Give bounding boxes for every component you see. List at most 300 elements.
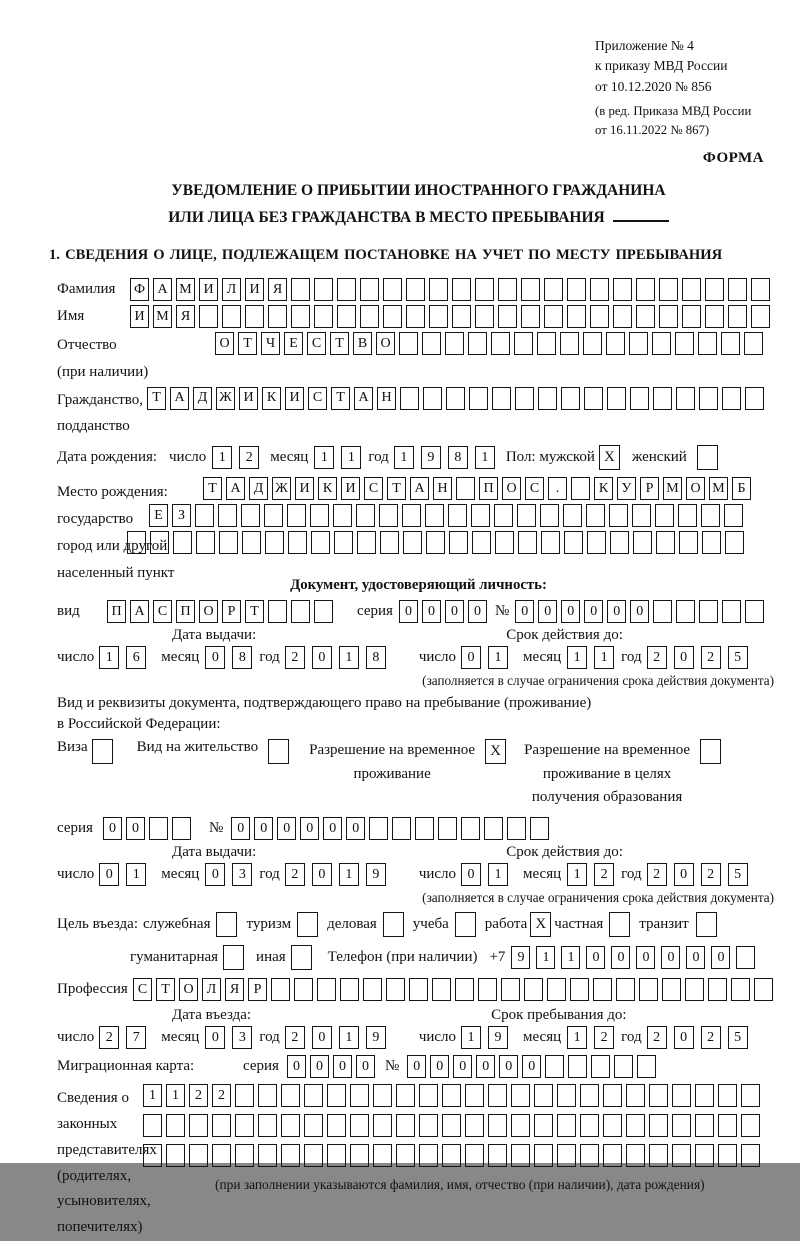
purpose-humanitarian-checkbox[interactable] bbox=[223, 945, 244, 970]
purpose-work-checkbox[interactable]: X bbox=[530, 912, 551, 937]
char-cell[interactable]: Т bbox=[203, 477, 222, 500]
char-cell[interactable]: 0 bbox=[607, 600, 626, 623]
char-cell[interactable]: О bbox=[179, 978, 198, 1001]
char-cell[interactable]: 2 bbox=[701, 1026, 721, 1049]
char-cell[interactable]: М bbox=[663, 477, 682, 500]
char-cell[interactable] bbox=[456, 477, 475, 500]
char-cell[interactable]: Т bbox=[330, 332, 349, 355]
char-cell[interactable] bbox=[718, 1084, 737, 1107]
char-cell[interactable] bbox=[676, 600, 695, 623]
char-cell[interactable] bbox=[288, 531, 307, 554]
char-cell[interactable] bbox=[222, 305, 241, 328]
char-cell[interactable] bbox=[653, 600, 672, 623]
char-cell[interactable]: 1 bbox=[488, 863, 508, 886]
residence-permit-checkbox[interactable] bbox=[268, 739, 289, 764]
char-cell[interactable]: 0 bbox=[461, 863, 481, 886]
char-cell[interactable] bbox=[258, 1144, 277, 1167]
char-cell[interactable]: И bbox=[245, 278, 264, 301]
char-cell[interactable]: 0 bbox=[686, 946, 705, 969]
char-cell[interactable] bbox=[676, 387, 695, 410]
char-cell[interactable] bbox=[304, 1144, 323, 1167]
char-cell[interactable]: 1 bbox=[594, 646, 614, 669]
char-cell[interactable]: 0 bbox=[584, 600, 603, 623]
char-cell[interactable]: 0 bbox=[711, 946, 730, 969]
char-cell[interactable]: 0 bbox=[661, 946, 680, 969]
char-cell[interactable] bbox=[498, 278, 517, 301]
sex-female-checkbox[interactable] bbox=[697, 445, 718, 470]
char-cell[interactable] bbox=[488, 1144, 507, 1167]
char-cell[interactable] bbox=[406, 278, 425, 301]
char-cell[interactable]: 0 bbox=[611, 946, 630, 969]
char-cell[interactable]: М bbox=[153, 305, 172, 328]
char-cell[interactable]: 1 bbox=[143, 1084, 162, 1107]
char-cell[interactable] bbox=[465, 1114, 484, 1137]
temp-residence-edu-checkbox[interactable] bbox=[700, 739, 721, 764]
char-cell[interactable]: Ж bbox=[272, 477, 291, 500]
char-cell[interactable]: А bbox=[226, 477, 245, 500]
char-cell[interactable]: 0 bbox=[312, 1026, 332, 1049]
char-cell[interactable] bbox=[245, 305, 264, 328]
char-cell[interactable] bbox=[586, 504, 605, 527]
char-cell[interactable] bbox=[557, 1144, 576, 1167]
char-cell[interactable] bbox=[613, 278, 632, 301]
char-cell[interactable]: 0 bbox=[430, 1055, 449, 1078]
char-cell[interactable]: 1 bbox=[561, 946, 580, 969]
char-cell[interactable] bbox=[452, 305, 471, 328]
char-cell[interactable]: 0 bbox=[538, 600, 557, 623]
char-cell[interactable] bbox=[682, 305, 701, 328]
purpose-business-checkbox[interactable] bbox=[383, 912, 404, 937]
char-cell[interactable]: 2 bbox=[701, 863, 721, 886]
char-cell[interactable]: 5 bbox=[728, 1026, 748, 1049]
char-cell[interactable]: 0 bbox=[522, 1055, 541, 1078]
char-cell[interactable]: 0 bbox=[422, 600, 441, 623]
char-cell[interactable] bbox=[718, 1144, 737, 1167]
char-cell[interactable] bbox=[425, 504, 444, 527]
char-cell[interactable]: 9 bbox=[511, 946, 530, 969]
char-cell[interactable] bbox=[218, 504, 237, 527]
char-cell[interactable]: 2 bbox=[594, 863, 614, 886]
char-cell[interactable] bbox=[616, 978, 635, 1001]
char-cell[interactable] bbox=[235, 1114, 254, 1137]
char-cell[interactable] bbox=[199, 305, 218, 328]
char-cell[interactable] bbox=[656, 531, 675, 554]
char-cell[interactable] bbox=[495, 531, 514, 554]
char-cell[interactable] bbox=[511, 1144, 530, 1167]
char-cell[interactable]: 0 bbox=[312, 863, 332, 886]
char-cell[interactable]: Е bbox=[284, 332, 303, 355]
char-cell[interactable] bbox=[705, 278, 724, 301]
char-cell[interactable] bbox=[501, 978, 520, 1001]
char-cell[interactable]: 0 bbox=[586, 946, 605, 969]
char-cell[interactable] bbox=[580, 1084, 599, 1107]
char-cell[interactable] bbox=[419, 1114, 438, 1137]
char-cell[interactable] bbox=[235, 1144, 254, 1167]
char-cell[interactable] bbox=[606, 332, 625, 355]
char-cell[interactable]: 2 bbox=[285, 646, 305, 669]
char-cell[interactable]: 0 bbox=[407, 1055, 426, 1078]
char-cell[interactable]: Л bbox=[202, 978, 221, 1001]
char-cell[interactable] bbox=[235, 1084, 254, 1107]
char-cell[interactable]: Т bbox=[245, 600, 264, 623]
char-cell[interactable] bbox=[590, 278, 609, 301]
char-cell[interactable] bbox=[369, 817, 388, 840]
char-cell[interactable] bbox=[498, 305, 517, 328]
char-cell[interactable]: Ж bbox=[216, 387, 235, 410]
char-cell[interactable]: 2 bbox=[647, 1026, 667, 1049]
char-cell[interactable] bbox=[672, 1084, 691, 1107]
char-cell[interactable]: 9 bbox=[366, 1026, 386, 1049]
char-cell[interactable]: 1 bbox=[488, 646, 508, 669]
purpose-other-checkbox[interactable] bbox=[291, 945, 312, 970]
char-cell[interactable]: Я bbox=[268, 278, 287, 301]
char-cell[interactable] bbox=[675, 332, 694, 355]
char-cell[interactable] bbox=[350, 1114, 369, 1137]
char-cell[interactable]: 1 bbox=[166, 1084, 185, 1107]
char-cell[interactable] bbox=[350, 1144, 369, 1167]
char-cell[interactable]: Т bbox=[238, 332, 257, 355]
char-cell[interactable] bbox=[396, 1144, 415, 1167]
char-cell[interactable]: 2 bbox=[647, 863, 667, 886]
char-cell[interactable] bbox=[465, 1144, 484, 1167]
char-cell[interactable] bbox=[314, 278, 333, 301]
char-cell[interactable]: 0 bbox=[300, 817, 319, 840]
char-cell[interactable] bbox=[494, 504, 513, 527]
char-cell[interactable] bbox=[265, 531, 284, 554]
char-cell[interactable] bbox=[468, 332, 487, 355]
char-cell[interactable]: 2 bbox=[189, 1084, 208, 1107]
char-cell[interactable] bbox=[653, 387, 672, 410]
char-cell[interactable] bbox=[524, 978, 543, 1001]
char-cell[interactable] bbox=[698, 332, 717, 355]
char-cell[interactable] bbox=[448, 504, 467, 527]
char-cell[interactable]: 0 bbox=[287, 1055, 306, 1078]
char-cell[interactable] bbox=[613, 305, 632, 328]
char-cell[interactable] bbox=[583, 332, 602, 355]
char-cell[interactable] bbox=[728, 305, 747, 328]
char-cell[interactable] bbox=[603, 1144, 622, 1167]
char-cell[interactable]: 6 bbox=[126, 646, 146, 669]
char-cell[interactable] bbox=[363, 978, 382, 1001]
char-cell[interactable] bbox=[636, 278, 655, 301]
purpose-official-checkbox[interactable] bbox=[216, 912, 237, 937]
char-cell[interactable] bbox=[728, 278, 747, 301]
char-cell[interactable]: 0 bbox=[205, 1026, 225, 1049]
char-cell[interactable] bbox=[591, 1055, 610, 1078]
char-cell[interactable] bbox=[639, 978, 658, 1001]
char-cell[interactable] bbox=[679, 531, 698, 554]
char-cell[interactable] bbox=[633, 531, 652, 554]
char-cell[interactable]: Н bbox=[377, 387, 396, 410]
char-cell[interactable]: О bbox=[686, 477, 705, 500]
char-cell[interactable] bbox=[534, 1084, 553, 1107]
char-cell[interactable]: 0 bbox=[333, 1055, 352, 1078]
char-cell[interactable]: Я bbox=[176, 305, 195, 328]
char-cell[interactable] bbox=[472, 531, 491, 554]
char-cell[interactable] bbox=[695, 1114, 714, 1137]
char-cell[interactable] bbox=[547, 978, 566, 1001]
char-cell[interactable] bbox=[701, 504, 720, 527]
char-cell[interactable] bbox=[258, 1114, 277, 1137]
char-cell[interactable] bbox=[722, 387, 741, 410]
char-cell[interactable] bbox=[432, 978, 451, 1001]
char-cell[interactable] bbox=[373, 1144, 392, 1167]
char-cell[interactable] bbox=[515, 387, 534, 410]
char-cell[interactable] bbox=[534, 1144, 553, 1167]
char-cell[interactable]: И bbox=[295, 477, 314, 500]
char-cell[interactable]: Б bbox=[732, 477, 751, 500]
char-cell[interactable]: 0 bbox=[561, 600, 580, 623]
char-cell[interactable] bbox=[334, 531, 353, 554]
char-cell[interactable] bbox=[491, 332, 510, 355]
char-cell[interactable]: 0 bbox=[231, 817, 250, 840]
char-cell[interactable]: И bbox=[285, 387, 304, 410]
char-cell[interactable] bbox=[722, 600, 741, 623]
char-cell[interactable] bbox=[544, 305, 563, 328]
char-cell[interactable] bbox=[603, 1114, 622, 1137]
char-cell[interactable] bbox=[695, 1144, 714, 1167]
char-cell[interactable]: 1 bbox=[394, 446, 414, 469]
char-cell[interactable] bbox=[564, 531, 583, 554]
char-cell[interactable] bbox=[455, 978, 474, 1001]
char-cell[interactable] bbox=[751, 305, 770, 328]
char-cell[interactable]: 0 bbox=[476, 1055, 495, 1078]
char-cell[interactable]: Р bbox=[640, 477, 659, 500]
char-cell[interactable] bbox=[360, 278, 379, 301]
char-cell[interactable]: 7 bbox=[126, 1026, 146, 1049]
char-cell[interactable] bbox=[724, 504, 743, 527]
char-cell[interactable] bbox=[429, 305, 448, 328]
char-cell[interactable]: 1 bbox=[567, 646, 587, 669]
char-cell[interactable] bbox=[446, 387, 465, 410]
char-cell[interactable] bbox=[741, 1084, 760, 1107]
char-cell[interactable] bbox=[541, 531, 560, 554]
char-cell[interactable]: 0 bbox=[99, 863, 119, 886]
char-cell[interactable] bbox=[304, 1084, 323, 1107]
char-cell[interactable]: 0 bbox=[346, 817, 365, 840]
char-cell[interactable] bbox=[517, 504, 536, 527]
char-cell[interactable] bbox=[614, 1055, 633, 1078]
char-cell[interactable] bbox=[567, 278, 586, 301]
char-cell[interactable]: С bbox=[525, 477, 544, 500]
char-cell[interactable] bbox=[609, 504, 628, 527]
char-cell[interactable] bbox=[538, 387, 557, 410]
char-cell[interactable] bbox=[406, 305, 425, 328]
char-cell[interactable]: 8 bbox=[448, 446, 468, 469]
char-cell[interactable]: 0 bbox=[277, 817, 296, 840]
char-cell[interactable] bbox=[195, 504, 214, 527]
char-cell[interactable]: С bbox=[364, 477, 383, 500]
char-cell[interactable]: 0 bbox=[468, 600, 487, 623]
char-cell[interactable]: 1 bbox=[461, 1026, 481, 1049]
char-cell[interactable] bbox=[568, 1055, 587, 1078]
char-cell[interactable] bbox=[291, 305, 310, 328]
char-cell[interactable]: 1 bbox=[567, 1026, 587, 1049]
char-cell[interactable] bbox=[264, 504, 283, 527]
char-cell[interactable] bbox=[745, 387, 764, 410]
char-cell[interactable]: Л bbox=[222, 278, 241, 301]
char-cell[interactable] bbox=[607, 387, 626, 410]
char-cell[interactable]: О bbox=[502, 477, 521, 500]
char-cell[interactable] bbox=[659, 305, 678, 328]
char-cell[interactable] bbox=[488, 1114, 507, 1137]
char-cell[interactable]: Д bbox=[249, 477, 268, 500]
char-cell[interactable] bbox=[360, 305, 379, 328]
char-cell[interactable] bbox=[475, 278, 494, 301]
char-cell[interactable]: С bbox=[133, 978, 152, 1001]
char-cell[interactable] bbox=[373, 1114, 392, 1137]
char-cell[interactable] bbox=[438, 817, 457, 840]
char-cell[interactable] bbox=[630, 387, 649, 410]
char-cell[interactable]: 0 bbox=[515, 600, 534, 623]
char-cell[interactable]: 0 bbox=[445, 600, 464, 623]
char-cell[interactable]: 9 bbox=[421, 446, 441, 469]
char-cell[interactable]: 0 bbox=[103, 817, 122, 840]
char-cell[interactable] bbox=[149, 817, 168, 840]
char-cell[interactable]: 0 bbox=[674, 1026, 694, 1049]
char-cell[interactable] bbox=[655, 504, 674, 527]
purpose-tourism-checkbox[interactable] bbox=[297, 912, 318, 937]
char-cell[interactable] bbox=[196, 531, 215, 554]
char-cell[interactable]: . bbox=[548, 477, 567, 500]
char-cell[interactable]: 5 bbox=[728, 646, 748, 669]
char-cell[interactable]: 0 bbox=[399, 600, 418, 623]
char-cell[interactable] bbox=[392, 817, 411, 840]
char-cell[interactable] bbox=[399, 332, 418, 355]
char-cell[interactable]: 1 bbox=[339, 1026, 359, 1049]
char-cell[interactable]: М bbox=[709, 477, 728, 500]
char-cell[interactable] bbox=[530, 817, 549, 840]
char-cell[interactable]: Я bbox=[225, 978, 244, 1001]
char-cell[interactable] bbox=[745, 600, 764, 623]
char-cell[interactable]: 3 bbox=[232, 1026, 252, 1049]
char-cell[interactable] bbox=[409, 978, 428, 1001]
char-cell[interactable] bbox=[337, 278, 356, 301]
char-cell[interactable] bbox=[557, 1084, 576, 1107]
char-cell[interactable] bbox=[314, 305, 333, 328]
char-cell[interactable]: Т bbox=[147, 387, 166, 410]
char-cell[interactable] bbox=[537, 332, 556, 355]
char-cell[interactable]: 0 bbox=[310, 1055, 329, 1078]
char-cell[interactable] bbox=[511, 1114, 530, 1137]
char-cell[interactable]: 1 bbox=[212, 446, 232, 469]
char-cell[interactable]: Т bbox=[387, 477, 406, 500]
char-cell[interactable] bbox=[560, 332, 579, 355]
char-cell[interactable] bbox=[402, 504, 421, 527]
char-cell[interactable] bbox=[429, 278, 448, 301]
char-cell[interactable]: С bbox=[153, 600, 172, 623]
char-cell[interactable] bbox=[725, 531, 744, 554]
char-cell[interactable]: Ф bbox=[130, 278, 149, 301]
char-cell[interactable]: 0 bbox=[312, 646, 332, 669]
char-cell[interactable] bbox=[590, 305, 609, 328]
char-cell[interactable]: 0 bbox=[674, 863, 694, 886]
char-cell[interactable]: А bbox=[410, 477, 429, 500]
char-cell[interactable]: О bbox=[215, 332, 234, 355]
char-cell[interactable] bbox=[721, 332, 740, 355]
char-cell[interactable]: И bbox=[239, 387, 258, 410]
char-cell[interactable] bbox=[603, 1084, 622, 1107]
char-cell[interactable]: 2 bbox=[594, 1026, 614, 1049]
char-cell[interactable]: П bbox=[479, 477, 498, 500]
char-cell[interactable] bbox=[304, 1114, 323, 1137]
char-cell[interactable] bbox=[449, 531, 468, 554]
char-cell[interactable] bbox=[396, 1114, 415, 1137]
char-cell[interactable] bbox=[672, 1114, 691, 1137]
char-cell[interactable] bbox=[744, 332, 763, 355]
char-cell[interactable] bbox=[521, 278, 540, 301]
char-cell[interactable] bbox=[626, 1114, 645, 1137]
char-cell[interactable]: 0 bbox=[323, 817, 342, 840]
char-cell[interactable]: А bbox=[170, 387, 189, 410]
char-cell[interactable] bbox=[571, 477, 590, 500]
char-cell[interactable]: 2 bbox=[647, 646, 667, 669]
char-cell[interactable] bbox=[741, 1144, 760, 1167]
char-cell[interactable] bbox=[471, 504, 490, 527]
char-cell[interactable] bbox=[534, 1114, 553, 1137]
sex-male-checkbox[interactable]: X bbox=[599, 445, 620, 470]
char-cell[interactable] bbox=[662, 978, 681, 1001]
char-cell[interactable] bbox=[475, 305, 494, 328]
char-cell[interactable] bbox=[291, 600, 310, 623]
char-cell[interactable] bbox=[544, 278, 563, 301]
char-cell[interactable] bbox=[212, 1114, 231, 1137]
char-cell[interactable]: Т bbox=[331, 387, 350, 410]
char-cell[interactable]: З bbox=[172, 504, 191, 527]
char-cell[interactable]: Р bbox=[248, 978, 267, 1001]
char-cell[interactable]: 0 bbox=[499, 1055, 518, 1078]
char-cell[interactable]: 1 bbox=[99, 646, 119, 669]
char-cell[interactable] bbox=[587, 531, 606, 554]
char-cell[interactable] bbox=[649, 1144, 668, 1167]
char-cell[interactable] bbox=[593, 978, 612, 1001]
char-cell[interactable] bbox=[383, 305, 402, 328]
char-cell[interactable] bbox=[736, 946, 755, 969]
char-cell[interactable] bbox=[507, 817, 526, 840]
char-cell[interactable]: К bbox=[318, 477, 337, 500]
char-cell[interactable] bbox=[311, 531, 330, 554]
char-cell[interactable] bbox=[626, 1084, 645, 1107]
char-cell[interactable] bbox=[396, 1084, 415, 1107]
char-cell[interactable]: 2 bbox=[99, 1026, 119, 1049]
char-cell[interactable]: 1 bbox=[475, 446, 495, 469]
char-cell[interactable] bbox=[492, 387, 511, 410]
char-cell[interactable] bbox=[584, 387, 603, 410]
purpose-private-checkbox[interactable] bbox=[609, 912, 630, 937]
char-cell[interactable] bbox=[281, 1144, 300, 1167]
temp-residence-checkbox[interactable]: X bbox=[485, 739, 506, 764]
char-cell[interactable]: 1 bbox=[341, 446, 361, 469]
char-cell[interactable]: Р bbox=[222, 600, 241, 623]
char-cell[interactable] bbox=[310, 504, 329, 527]
char-cell[interactable]: 0 bbox=[254, 817, 273, 840]
char-cell[interactable]: Ч bbox=[261, 332, 280, 355]
char-cell[interactable] bbox=[415, 817, 434, 840]
char-cell[interactable] bbox=[629, 332, 648, 355]
char-cell[interactable] bbox=[514, 332, 533, 355]
char-cell[interactable] bbox=[294, 978, 313, 1001]
char-cell[interactable] bbox=[685, 978, 704, 1001]
char-cell[interactable]: 0 bbox=[453, 1055, 472, 1078]
char-cell[interactable] bbox=[567, 305, 586, 328]
char-cell[interactable] bbox=[705, 305, 724, 328]
char-cell[interactable] bbox=[741, 1114, 760, 1137]
char-cell[interactable] bbox=[442, 1084, 461, 1107]
char-cell[interactable] bbox=[281, 1114, 300, 1137]
char-cell[interactable]: У bbox=[617, 477, 636, 500]
char-cell[interactable]: О bbox=[376, 332, 395, 355]
char-cell[interactable] bbox=[327, 1114, 346, 1137]
